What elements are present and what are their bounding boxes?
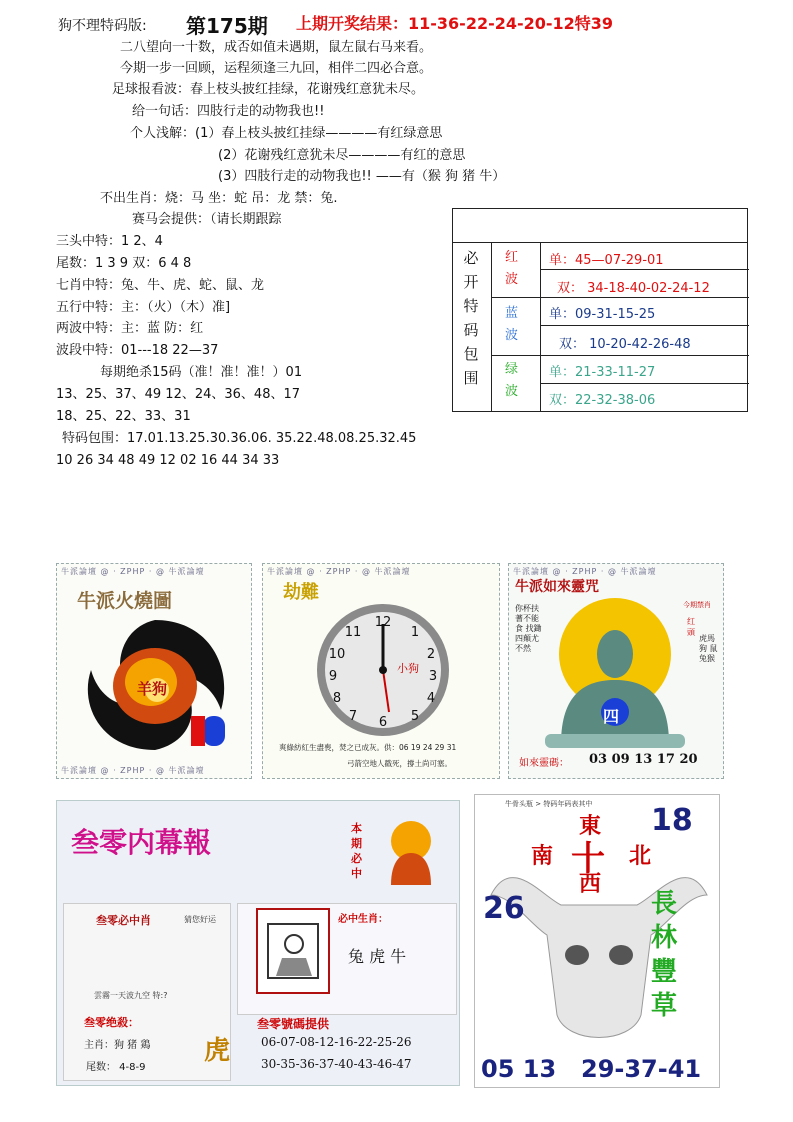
skull-green-text: 長林豐草 (651, 889, 678, 1021)
prediction-line: 18、25、22、33、31 (56, 409, 191, 424)
buddha-left-text: 你杯扶蓍不能食 找鋤四顛尤不然 (515, 604, 542, 653)
poem-line: 不出生肖：烧：马 坐：蛇 吊：龙 禁：兔. (100, 191, 338, 206)
news-tail: 尾数： 4-8-9 (86, 1062, 146, 1073)
svg-text:6: 6 (378, 715, 388, 730)
watermark-strip: 牛派論壇 @ · ZPHP · @ 牛派論壇 (61, 766, 205, 775)
wave-table (452, 208, 748, 412)
svg-text:2: 2 (426, 647, 436, 662)
svg-text:4: 4 (426, 691, 436, 706)
prediction-line: 波段中特：01---18 22—37 (56, 343, 219, 358)
news-must: 兔 虎 牛 (348, 947, 407, 966)
deity-icon (375, 815, 447, 887)
table-header (453, 209, 747, 243)
poem-line: 给一句话：四肢行走的动物我也!! (132, 104, 325, 119)
svg-text:9: 9 (328, 669, 338, 684)
skull-west: 西 (579, 872, 602, 897)
svg-text:3: 3 (428, 669, 438, 684)
news-must-label: 必中生肖： (338, 914, 388, 925)
poem-line: 个人浅解：(1）春上枝头披红挂绿————有红绿意思 (130, 126, 443, 141)
table-side-label: 必开特码包围 (463, 249, 479, 387)
clock-title: 劫難 (283, 582, 319, 603)
table-side-column (453, 242, 492, 412)
watermark-strip: 牛派論壇 @ · ZPHP · @ 牛派論壇 (513, 567, 657, 576)
comic-icon (256, 908, 330, 994)
clock-caption: 爽綠紡紅生盡喪，焚之已成灰。供：06 19 24 29 31 (279, 743, 457, 752)
svg-text:5: 5 (410, 709, 420, 724)
row-color-red: 红波 (505, 250, 519, 287)
clock-hand-label: 小狗 (397, 662, 419, 675)
news-panel (56, 800, 460, 1086)
svg-text:10: 10 (328, 647, 346, 662)
prediction-line: 三头中特：1 2、4 (56, 234, 163, 249)
prediction-line: 每期绝杀15码（准！准！准！）01 (100, 365, 303, 380)
prediction-line: 七肖中特：兔、牛、虎、蛇、鼠、龙 (56, 278, 265, 293)
svg-text:12: 12 (374, 615, 392, 630)
news-codes: 06-07-08-12-16-22-25-26 (261, 1035, 412, 1049)
row-color-green: 绿波 (505, 362, 519, 399)
buddha-panel (508, 563, 724, 779)
news-left-box (63, 903, 231, 1081)
buddha-numbers-label: 如來靈碼： (519, 758, 569, 769)
skull-south: 南 (531, 844, 554, 869)
buddha-title: 牛派如來靈咒 (515, 579, 599, 595)
skull-bottom-right: 29-37-41 (581, 1055, 702, 1083)
skull-top-text: 牛骨头瓶 > 特码年码表其中 (505, 800, 593, 808)
row-single: 单：21-33-11-27 (549, 365, 656, 380)
watermark-strip: 牛派論壇 @ · ZPHP · @ 牛派論壇 (61, 567, 205, 576)
row-single: 单：45—07-29-01 (549, 253, 664, 268)
prediction-line: 特码包围：17.01.13.25.30.36.06. 35.22.48.08.25.32.45 (62, 431, 417, 446)
prediction-line: 五行中特：主：（火）（木）准] (56, 300, 231, 315)
skull-panel (474, 794, 720, 1088)
news-title: 叁零内幕報 (71, 826, 212, 859)
watermark-strip: 牛派論壇 @ · ZPHP · @ 牛派論壇 (267, 567, 411, 576)
clock-panel (262, 563, 500, 779)
poem-line: 足球报看波：春上枝头披红挂绿，花谢残红意犹未尽。 (112, 82, 425, 97)
prediction-line: 13、25、37、49 12、24、36、48、17 (56, 387, 301, 402)
row-single: 单：09-31-15-25 (549, 307, 656, 322)
row-double: 双： 10-20-42-26-48 (559, 337, 691, 352)
poem-line: (2）花谢残红意犹未尽————有红的意思 (218, 148, 466, 163)
prediction-line: 尾数：1 3 9 双：6 4 8 (56, 256, 192, 271)
buddha-center-char: 四 (603, 707, 620, 726)
row-double: 双：22-32-38-06 (549, 393, 656, 408)
news-tag: 本期必中 (351, 822, 362, 880)
buddha-numbers: 03 09 13 17 20 (589, 752, 698, 767)
last-result: 上期开奖结果：11-36-22-24-20-12特39 (296, 14, 614, 33)
poem-line: (3）四肢行走的动物我也!! ——有（猴 狗 猪 牛） (218, 169, 506, 184)
svg-text:8: 8 (332, 691, 342, 706)
news-left-hint: 猜您好运 (184, 915, 216, 924)
skull-cross: 十 (571, 839, 605, 879)
buddha-right-text: 虎馬狗 鼠兔猴 (699, 634, 718, 663)
prediction-line: 10 26 34 48 49 12 02 16 44 34 33 (56, 453, 280, 468)
svg-text:7: 7 (348, 709, 358, 724)
news-left-title: 叁零必中肖 (96, 914, 151, 927)
skull-number-26: 26 (483, 891, 525, 926)
news-code-label: 叁零號碼提供 (257, 1017, 330, 1031)
issue-number: 第175期 (186, 14, 268, 38)
poem-line: 二八望向一十数，成否如值未遇期，鼠左鼠右马来看。 (120, 40, 433, 55)
skull-bottom-left: 05 13 (481, 1055, 557, 1083)
prediction-line: 赛马会提供：（请长期跟踪 (132, 212, 282, 227)
skull-north: 北 (629, 844, 652, 869)
news-right-box (237, 903, 457, 1015)
prediction-line: 两波中特：主：蓝 防：红 (56, 321, 204, 336)
skull-east: 東 (579, 814, 602, 839)
fire-center-text: 羊狗 (137, 680, 168, 698)
news-zodiac: 主肖：狗 猪 鶏 (84, 1040, 151, 1051)
zodiac-clock-icon (303, 594, 463, 744)
news-big-char: 虎 (204, 1036, 231, 1066)
svg-text:1: 1 (410, 625, 420, 640)
fire-title: 牛派火燒圖 (77, 590, 173, 612)
svg-text:11: 11 (344, 625, 362, 640)
news-riddle: 雲霧一天波九空 特:? (94, 991, 168, 1000)
news-codes: 30-35-36-37-40-43-46-47 (261, 1057, 412, 1071)
row-color-blue: 蓝波 (505, 306, 519, 343)
clock-caption: 弓箭空地人戳死，撐土尚可塞。 (347, 759, 452, 768)
buddha-right-red: 红 頭 (687, 617, 695, 637)
brand-label: 狗不理特码版: (58, 18, 147, 34)
buddha-right-label: 今期禁肖 (683, 601, 711, 609)
fire-panel (56, 563, 252, 779)
row-double: 双： 34-18-40-02-24-12 (557, 281, 710, 296)
poem-line: 今期一步一回顾，运程须逢三九回，相伴二四必合意。 (120, 61, 433, 76)
skull-number-18: 18 (651, 803, 693, 838)
news-jueshu: 叁零绝殺： (84, 1016, 139, 1029)
